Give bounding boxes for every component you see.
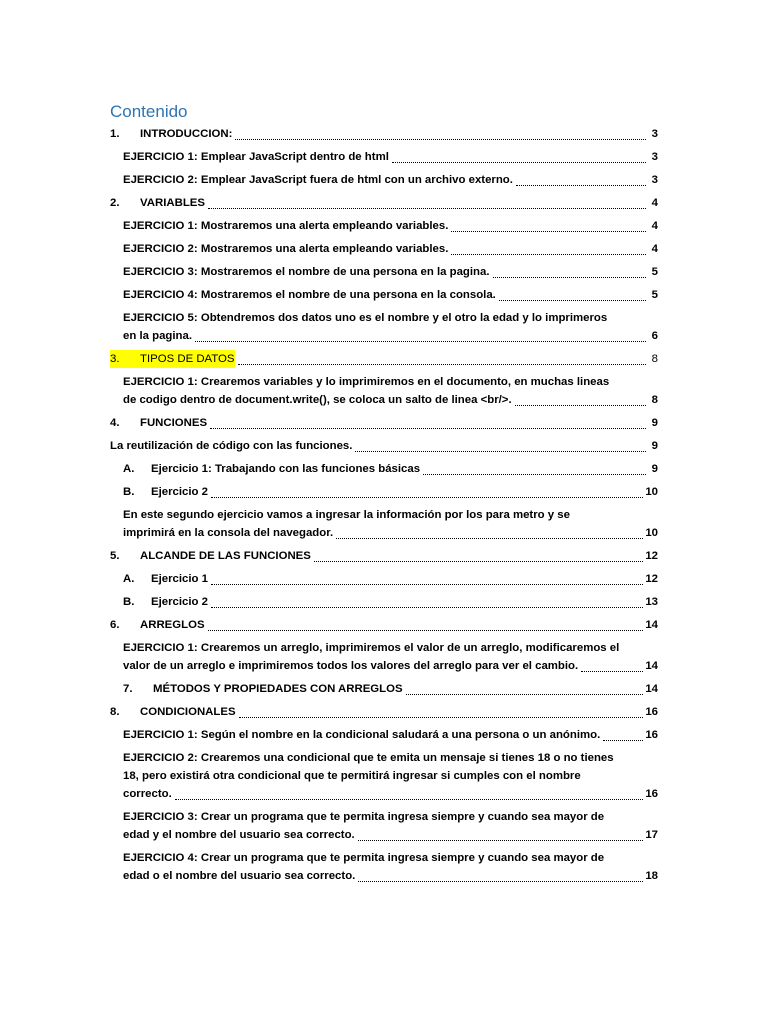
dot-leader: [336, 537, 643, 539]
toc-entry-ejercicio[interactable]: [110, 217, 658, 235]
toc-entry-ejercicio[interactable]: [110, 726, 658, 744]
toc-entry-label: CONDICIONALES: [140, 706, 236, 718]
toc-entry-page: 8: [651, 353, 658, 365]
toc-entry-page: 10: [645, 527, 658, 539]
dot-leader: [239, 716, 644, 718]
toc-entry-page: 18: [645, 870, 658, 882]
toc-entry-page: 10: [645, 486, 658, 498]
toc-entry-page: 16: [645, 729, 658, 741]
toc-entry-ejercicio[interactable]: [110, 148, 658, 166]
toc-entry-label: EJERCICIO 2: Emplear JavaScript fuera de html con un archivo externo.: [123, 174, 513, 186]
toc-entry-label: TIPOS DE DATOS: [140, 350, 235, 368]
toc-entry-ejercicio[interactable]: [110, 639, 658, 675]
toc-entry-ejercicio-b[interactable]: [110, 593, 658, 611]
dot-leader: [208, 629, 644, 631]
dot-leader: [211, 583, 643, 585]
toc-entry-label: EJERCICIO 1: Según el nombre en la condicional saludará a una persona o un anónimo.: [123, 729, 601, 741]
toc-entry-number: 1.: [110, 128, 120, 140]
dot-leader: [358, 839, 644, 841]
toc-entry-tipos-de-datos[interactable]: [110, 350, 658, 368]
dot-leader: [581, 670, 643, 672]
toc-entry-ejercicio-b[interactable]: [110, 483, 658, 501]
document-page: [110, 100, 658, 890]
toc-entry-page: 3: [651, 151, 658, 163]
toc-entry-page: 12: [645, 550, 658, 562]
toc-entry-label-line: EJERCICIO 5: Obtendremos dos datos uno es el nombre y el otro la edad y lo imprimeros: [123, 312, 608, 324]
toc-entry-ejercicio[interactable]: [110, 263, 658, 281]
dot-leader: [493, 276, 647, 278]
toc-entry-ejercicio[interactable]: [110, 849, 658, 885]
dot-leader: [451, 230, 646, 232]
toc-entry-ejercicio-a[interactable]: [110, 460, 658, 478]
toc-entry-label: ALCANDE DE LAS FUNCIONES: [140, 550, 311, 562]
toc-entry-page: 3: [651, 174, 658, 186]
toc-entry-label-line: EJERCICIO 2: Crearemos una condicional que te emita un mensaje si tienes 18 o no tienes: [123, 752, 614, 764]
toc-entry-ejercicio[interactable]: [110, 309, 658, 345]
toc-list: [110, 125, 658, 885]
toc-entry-label-line: edad o el nombre del usuario sea correcto.: [123, 870, 356, 882]
toc-entry-page: 3: [651, 128, 658, 140]
toc-entry-number: B.: [123, 596, 135, 608]
toc-entry-page: 9: [651, 417, 658, 429]
toc-entry-page: 14: [645, 683, 658, 695]
toc-entry-page: 14: [645, 619, 658, 631]
toc-entry-page: 13: [645, 596, 658, 608]
toc-entry-page: 4: [651, 197, 658, 209]
toc-entry-page: 8: [651, 394, 658, 406]
toc-heading: Contenido: [110, 102, 188, 121]
toc-entry-page: 16: [645, 706, 658, 718]
toc-entry-ejercicio[interactable]: [110, 808, 658, 844]
dot-leader: [516, 184, 646, 186]
toc-entry-label-line: En este segundo ejercicio vamos a ingresar la información por los para metro y se: [123, 509, 570, 521]
toc-entry-label-line: correcto.: [123, 788, 172, 800]
toc-entry-label-line: EJERCICIO 3: Crear un programa que te permita ingresa siempre y cuando sea mayor de: [123, 811, 605, 823]
toc-entry-number: 8.: [110, 706, 120, 718]
toc-entry-label: ARREGLOS: [140, 619, 205, 631]
dot-leader: [208, 207, 646, 209]
toc-entry-label: VARIABLES: [140, 197, 205, 209]
dot-leader: [211, 496, 643, 498]
toc-entry-label: Ejercicio 1: [151, 573, 208, 585]
toc-entry-page: 9: [651, 463, 658, 475]
toc-entry-label: EJERCICIO 3: Mostraremos el nombre de una persona en la pagina.: [123, 266, 490, 278]
toc-entry-label-line: en la pagina.: [123, 330, 192, 342]
toc-entry-label-line: 18, pero existirá otra condicional que te permitirá ingresar si cumples con el nombre: [123, 770, 581, 782]
toc-entry-number: 3.: [110, 350, 140, 368]
toc-entry-label: INTRODUCCION:: [140, 128, 233, 140]
toc-entry-number: 6.: [110, 619, 120, 631]
toc-entry-label: Ejercicio 1: Trabajando con las funciones básicas: [151, 463, 421, 475]
toc-entry-page: 17: [645, 829, 658, 841]
toc-entry-label: EJERCICIO 1: Mostraremos una alerta empleando variables.: [123, 220, 449, 232]
dot-leader: [175, 798, 644, 800]
toc-entry-label-line: imprimirá en la consola del navegador.: [123, 527, 334, 539]
dot-leader: [423, 473, 646, 475]
toc-entry-ejercicio[interactable]: [110, 286, 658, 304]
toc-entry-page: 4: [651, 243, 658, 255]
toc-entry-page: 9: [651, 440, 658, 452]
toc-entry-label-line: edad y el nombre del usuario sea correcto.: [123, 829, 355, 841]
dot-leader: [210, 427, 646, 429]
toc-entry-number: 2.: [110, 197, 120, 209]
dot-leader: [314, 560, 643, 562]
dot-leader: [358, 880, 643, 882]
toc-entry-number: 5.: [110, 550, 120, 562]
toc-entry-page: 5: [651, 266, 658, 278]
dot-leader: [392, 161, 646, 163]
toc-entry-label: EJERCICIO 1: Emplear JavaScript dentro de html: [123, 151, 389, 163]
toc-entry-alcance[interactable]: [110, 547, 658, 565]
toc-entry-page: 5: [651, 289, 658, 301]
toc-entry-label-line: EJERCICIO 4: Crear un programa que te permita ingresa siempre y cuando sea mayor de: [123, 852, 605, 864]
toc-entry-arreglos[interactable]: [110, 616, 658, 634]
toc-entry-number: A.: [123, 463, 135, 475]
toc-entry-label: MÉTODOS Y PROPIEDADES CON ARREGLOS: [153, 683, 403, 695]
toc-entry-variables[interactable]: [110, 194, 658, 212]
toc-entry-label: EJERCICIO 4: Mostraremos el nombre de una persona en la consola.: [123, 289, 496, 301]
toc-entry-introduccion[interactable]: [110, 125, 658, 143]
dot-leader: [515, 404, 646, 406]
toc-entry-number: 7.: [123, 683, 133, 695]
toc-entry-ejercicio[interactable]: [110, 171, 658, 189]
dot-leader: [406, 693, 644, 695]
toc-entry-metodos[interactable]: [110, 680, 658, 698]
toc-entry-label-line: EJERCICIO 1: Crearemos variables y lo imprimiremos en el documento, en muchas lineas: [123, 376, 610, 388]
toc-entry-page: 6: [651, 330, 658, 342]
toc-entry-reutilizacion[interactable]: [110, 437, 658, 455]
dot-leader: [499, 299, 646, 301]
toc-entry-label-line: EJERCICIO 1: Crearemos un arreglo, imprimiremos el valor de un arreglo, modificaremos el: [123, 642, 620, 654]
dot-leader: [235, 138, 646, 140]
dot-leader: [355, 450, 646, 452]
dot-leader: [603, 739, 643, 741]
toc-entry-label: EJERCICIO 2: Mostraremos una alerta empleando variables.: [123, 243, 449, 255]
toc-entry-label-line: de codigo dentro de document.write(), se coloca un salto de linea <br/>.: [123, 394, 512, 406]
toc-entry-ejercicio[interactable]: [110, 373, 658, 409]
toc-entry-label: La reutilización de código con las funciones.: [110, 440, 353, 452]
toc-entry-funciones[interactable]: [110, 414, 658, 432]
toc-entry-label: FUNCIONES: [140, 417, 208, 429]
toc-entry-page: 16: [645, 788, 658, 800]
toc-entry-page: 4: [651, 220, 658, 232]
toc-entry-condicionales[interactable]: [110, 703, 658, 721]
toc-entry-label-line: valor de un arreglo e imprimiremos todos los valores del arreglo para ver el cambio.: [123, 660, 579, 672]
toc-entry-ejercicio-a[interactable]: [110, 570, 658, 588]
toc-entry-page: 14: [645, 660, 658, 672]
toc-entry-ejercicio[interactable]: [110, 749, 658, 803]
toc-entry-page: 12: [645, 573, 658, 585]
dot-leader: [211, 606, 643, 608]
toc-entry-number: 4.: [110, 417, 120, 429]
toc-entry-segundo-ejercicio[interactable]: [110, 506, 658, 542]
toc-entry-ejercicio[interactable]: [110, 240, 658, 258]
toc-entry-label: Ejercicio 2: [151, 596, 208, 608]
toc-entry-number: A.: [123, 573, 135, 585]
toc-entry-number: B.: [123, 486, 135, 498]
dot-leader: [195, 340, 646, 342]
dot-leader: [451, 253, 646, 255]
dot-leader: [238, 363, 646, 365]
toc-entry-label: Ejercicio 2: [151, 486, 208, 498]
